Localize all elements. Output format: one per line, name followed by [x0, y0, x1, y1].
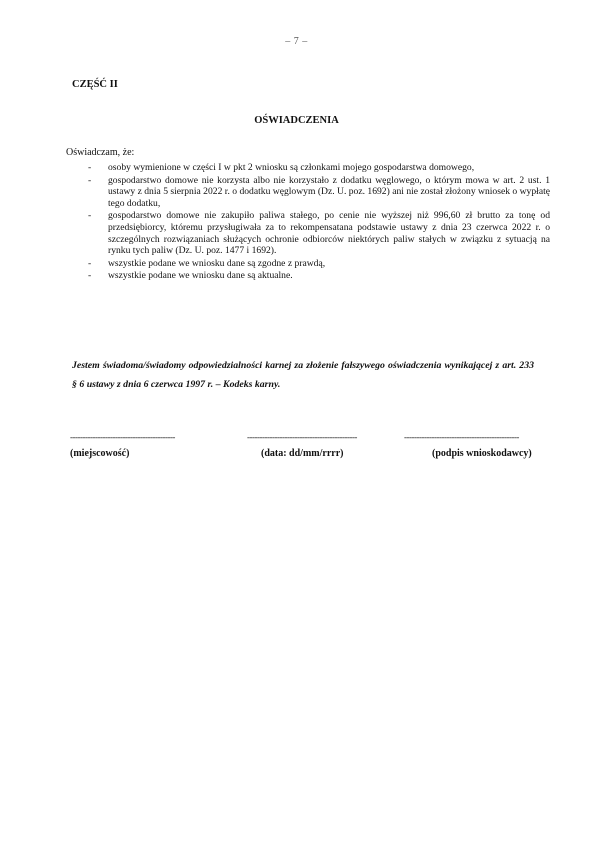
declaration-list: [88, 162, 550, 283]
list-item-text: wszystkie podane we wniosku dane są aktualne.: [108, 270, 293, 282]
bullet-dash: -: [88, 174, 92, 186]
list-item: [88, 270, 550, 282]
list-item: [88, 258, 550, 270]
list-item: [88, 162, 550, 174]
list-item-text: wszystkie podane we wniosku dane są zgodne z prawdą,: [108, 257, 326, 269]
list-item-text: osoby wymienione w części I w pkt 2 wniosku są członkami mojego gospodarstwa domowego,: [108, 162, 475, 173]
signature-label: (podpis wnioskodawcy): [432, 448, 532, 459]
place-label: (miejscowość): [70, 448, 130, 459]
bullet-dash: -: [88, 270, 92, 282]
bullet-dash: -: [88, 257, 92, 269]
place-signature-line: ------------------------------------------: [70, 432, 175, 442]
bullet-dash: -: [88, 162, 92, 173]
date-signature-line: --------------------------------------------: [247, 432, 357, 442]
page-number: – 7 –: [285, 36, 308, 47]
bullet-dash: -: [88, 210, 92, 222]
date-label: (data: dd/mm/rrrr): [261, 448, 344, 459]
declaration-intro: Oświadczam, że:: [66, 147, 135, 158]
part-title: CZĘŚĆ II: [72, 79, 118, 90]
list-item-text: gospodarstwo domowe nie korzysta albo nie korzystało z dodatku węglowego, o którym mowa w art. 2 ust. 1 ustawy z dnia 5 sierpnia 2022 r. o dodatku węglowym (Dz. U. poz. 1692) ani nie został złożony wniosek o wypłatę tego dodatku,: [108, 174, 550, 209]
signature-line: ----------------------------------------------: [404, 432, 519, 442]
list-item: [88, 210, 550, 256]
list-item-text: gospodarstwo domowe nie zakupiło paliwa stałego, po cenie nie wyższej niż 996,60 zł brutto za tonę od przedsiębiorcy, któremu przysługiwała za to rekompensatana podstawie ustawy z dnia 23 czerwca 2022 r. o szczególnych rozwiązaniach służących ochronie odbiorców niektórych paliw stałych w związku z sytuacją na rynku tych paliw (Dz. U. poz. 1477 i 1692).: [108, 210, 550, 257]
criminal-liability-statement: Jestem świadoma/świadomy odpowiedzialności karnej za złożenie fałszywego oświadczenia wynikającej z art. 233 § 6 ustawy z dnia 6 czerwca 1997 r. – Kodeks karny.: [72, 360, 534, 390]
list-item: [88, 175, 550, 210]
section-title: OŚWIADCZENIA: [254, 115, 339, 126]
